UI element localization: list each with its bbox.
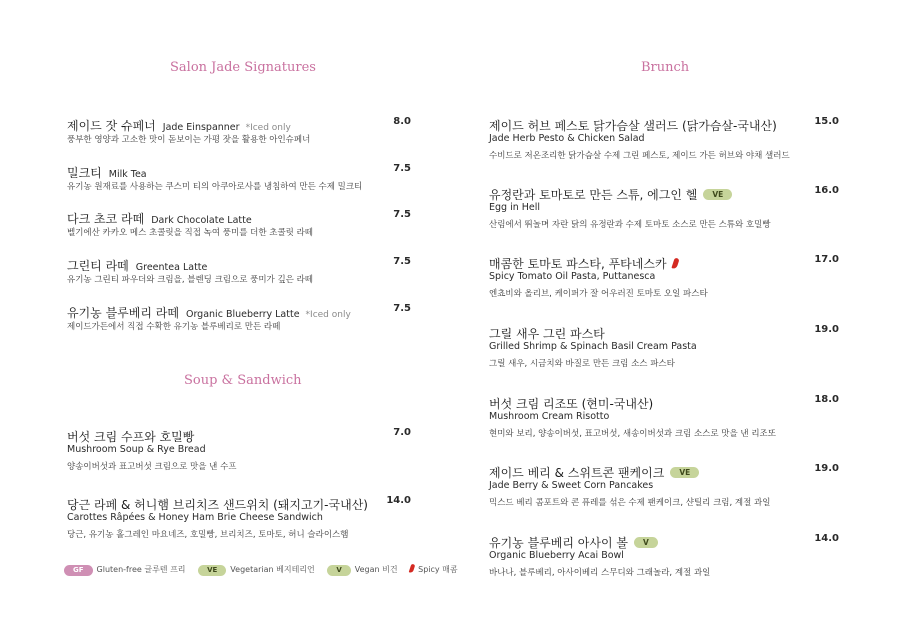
- item-name-en: Milk Tea: [108, 169, 147, 180]
- item-name-en: Jade Berry & Sweet Corn Pancakes: [489, 480, 654, 491]
- section-title-brunch: Brunch: [641, 60, 690, 75]
- item-name-en: Dark Chocolate Latte: [151, 215, 252, 226]
- item-price: 15.0: [814, 116, 839, 127]
- item-name-en: Jade Herb Pesto & Chicken Salad: [489, 133, 645, 144]
- item-description: 수비드로 저온조리한 닭가슴살 수제 그린 페스토, 제이드 가든 허브와 야채 샐러드: [489, 151, 790, 161]
- item-price: 16.0: [814, 185, 839, 196]
- item-price: 7.5: [393, 256, 411, 267]
- menu-item: [489, 393, 839, 441]
- legend-gf-text: Gluten-free 글루텐 프리: [96, 565, 186, 574]
- item-name-en: Greentea Latte: [135, 262, 208, 273]
- item-price: 14.0: [814, 533, 839, 544]
- item-description: 산림에서 뛰놀며 자란 닭의 유정란과 수제 토마토 소스로 만든 스튜와 호밀빵: [489, 220, 771, 230]
- vegetarian-badge: VE: [670, 467, 699, 478]
- item-name-en: Mushroom Cream Risotto: [489, 411, 610, 422]
- vegetarian-badge: VE: [703, 189, 732, 200]
- item-name-ko: 버섯 크림 리조또 (현미-국내산): [489, 397, 654, 411]
- item-price: 7.5: [393, 209, 411, 220]
- menu-item: [489, 532, 839, 580]
- menu-item: [489, 115, 839, 163]
- item-name-ko: 다크 초코 라떼: [67, 212, 145, 226]
- menu-item: [67, 426, 411, 474]
- item-name-ko: 밀크티: [67, 166, 102, 180]
- item-name-en: Egg in Hell: [489, 202, 541, 213]
- menu-item: [489, 253, 839, 301]
- legend: [64, 564, 468, 576]
- item-description: 믹스드 베리 콤포트와 콘 퓨레를 섞은 수제 팬케이크, 샨틸리 크림, 계절 과일: [489, 498, 771, 508]
- legend-v: [327, 564, 397, 576]
- legend-v-text: Vegan 비건: [354, 565, 398, 574]
- vegan-badge: V: [327, 565, 350, 576]
- menu-item: [67, 494, 411, 542]
- item-price: 7.0: [393, 427, 411, 438]
- item-note: *Iced only: [305, 310, 351, 320]
- item-price: 19.0: [814, 324, 839, 335]
- item-name-ko: 제이드 베리 & 스위트콘 팬케이크: [489, 466, 665, 480]
- item-description: 엔쵸비와 올리브, 케이퍼가 잘 어우러진 토마토 오일 파스타: [489, 289, 708, 299]
- item-description: 제이드가든에서 직접 수확한 유기농 블루베리로 만든 라떼: [67, 322, 281, 332]
- chili-pepper-icon: [671, 257, 679, 269]
- legend-gf: [64, 564, 186, 576]
- item-name-ko: 그릴 새우 그린 파스타: [489, 327, 605, 341]
- item-description: 그릴 새우, 시금치와 바질로 만든 크림 소스 파스타: [489, 359, 675, 369]
- gluten-free-badge: GF: [64, 565, 93, 576]
- menu-item: [67, 255, 411, 287]
- item-name-ko: 버섯 크림 수프와 호밀빵: [67, 430, 195, 444]
- item-description: 벨기에산 카카오 메스 초콜릿을 직접 녹여 풍미를 더한 초콜릿 라떼: [67, 228, 314, 238]
- item-name-en: Carottes Râpées & Honey Ham Brie Cheese Sandwich: [67, 512, 323, 523]
- item-description: 풍부한 영양과 고소한 맛이 돋보이는 가평 잣을 활용한 아인슈페너: [67, 135, 311, 145]
- item-name-en: Organic Blueberry Latte: [185, 309, 300, 320]
- item-name-en: Mushroom Soup & Rye Bread: [67, 444, 206, 455]
- legend-spicy-text: Spicy 매콤: [418, 565, 458, 574]
- item-name-ko: 제이드 잣 슈페너: [67, 119, 156, 133]
- item-name-ko: 유정란과 토마토로 만든 스튜, 에그인 헬: [489, 188, 698, 202]
- menu-item: [489, 323, 839, 371]
- item-price: 8.0: [393, 116, 411, 127]
- item-name-en: Jade Einspanner: [162, 122, 240, 133]
- section-title-soup: Soup & Sandwich: [184, 373, 302, 388]
- legend-ve-text: Vegetarian 베지테리언: [230, 565, 315, 574]
- item-price: 19.0: [814, 463, 839, 474]
- menu-item: [489, 462, 839, 510]
- item-price: 14.0: [386, 495, 411, 506]
- vegetarian-badge: VE: [198, 565, 226, 576]
- item-note: *Iced only: [245, 123, 291, 133]
- legend-ve: [198, 564, 315, 576]
- item-price: 18.0: [814, 394, 839, 405]
- item-name-ko: 매콤한 토마토 파스타, 푸타네스카: [489, 257, 667, 271]
- item-description: 현미와 보리, 양송이버섯, 표고버섯, 새송이버섯과 크림 소스로 맛을 낸 리조또: [489, 429, 776, 439]
- item-description: 양송이버섯과 표고버섯 크림으로 맛을 낸 수프: [67, 462, 237, 472]
- item-name-ko: 제이드 허브 페스토 닭가슴살 샐러드 (닭가슴살-국내산): [489, 119, 777, 133]
- item-description: 바나나, 블루베리, 아사이베리 스무디와 그래놀라, 계절 과일: [489, 568, 711, 578]
- legend-spicy: [410, 564, 458, 575]
- item-description: 유기농 그린티 파우더와 크림을, 블렌딩 크림으로 풍미가 깊은 라떼: [67, 275, 314, 285]
- chili-pepper-icon: [409, 564, 416, 574]
- item-name-ko: 유기농 블루베리 아사이 볼: [489, 536, 628, 550]
- item-price: 7.5: [393, 163, 411, 174]
- menu-item: [67, 162, 411, 194]
- menu-item: [67, 115, 411, 147]
- item-price: 17.0: [814, 254, 839, 265]
- item-name-en: Grilled Shrimp & Spinach Basil Cream Pasta: [489, 341, 697, 352]
- menu-item: [67, 208, 411, 240]
- menu-item: [67, 302, 411, 334]
- vegan-badge: V: [634, 537, 658, 548]
- item-description: 유기농 원재료를 사용하는 쿠스미 티의 아쿠아로사를 냉침하여 만든 수제 밀크티: [67, 182, 363, 192]
- item-name-ko: 그린티 라떼: [67, 259, 129, 273]
- section-title-signatures: Salon Jade Signatures: [170, 60, 316, 75]
- item-name-en: Spicy Tomato Oil Pasta, Puttanesca: [489, 271, 656, 282]
- item-name-en: Organic Blueberry Acai Bowl: [489, 550, 624, 561]
- item-name-ko: 유기농 블루베리 라떼: [67, 306, 179, 320]
- item-price: 7.5: [393, 303, 411, 314]
- menu-item: [489, 184, 839, 232]
- item-name-ko: 당근 라페 & 허니햄 브리치즈 샌드위치 (돼지고기-국내산): [67, 498, 368, 512]
- item-description: 당근, 유기농 홀그레인 마요네즈, 호밀빵, 브리치즈, 토마토, 허니 슬라이스햄: [67, 530, 349, 540]
